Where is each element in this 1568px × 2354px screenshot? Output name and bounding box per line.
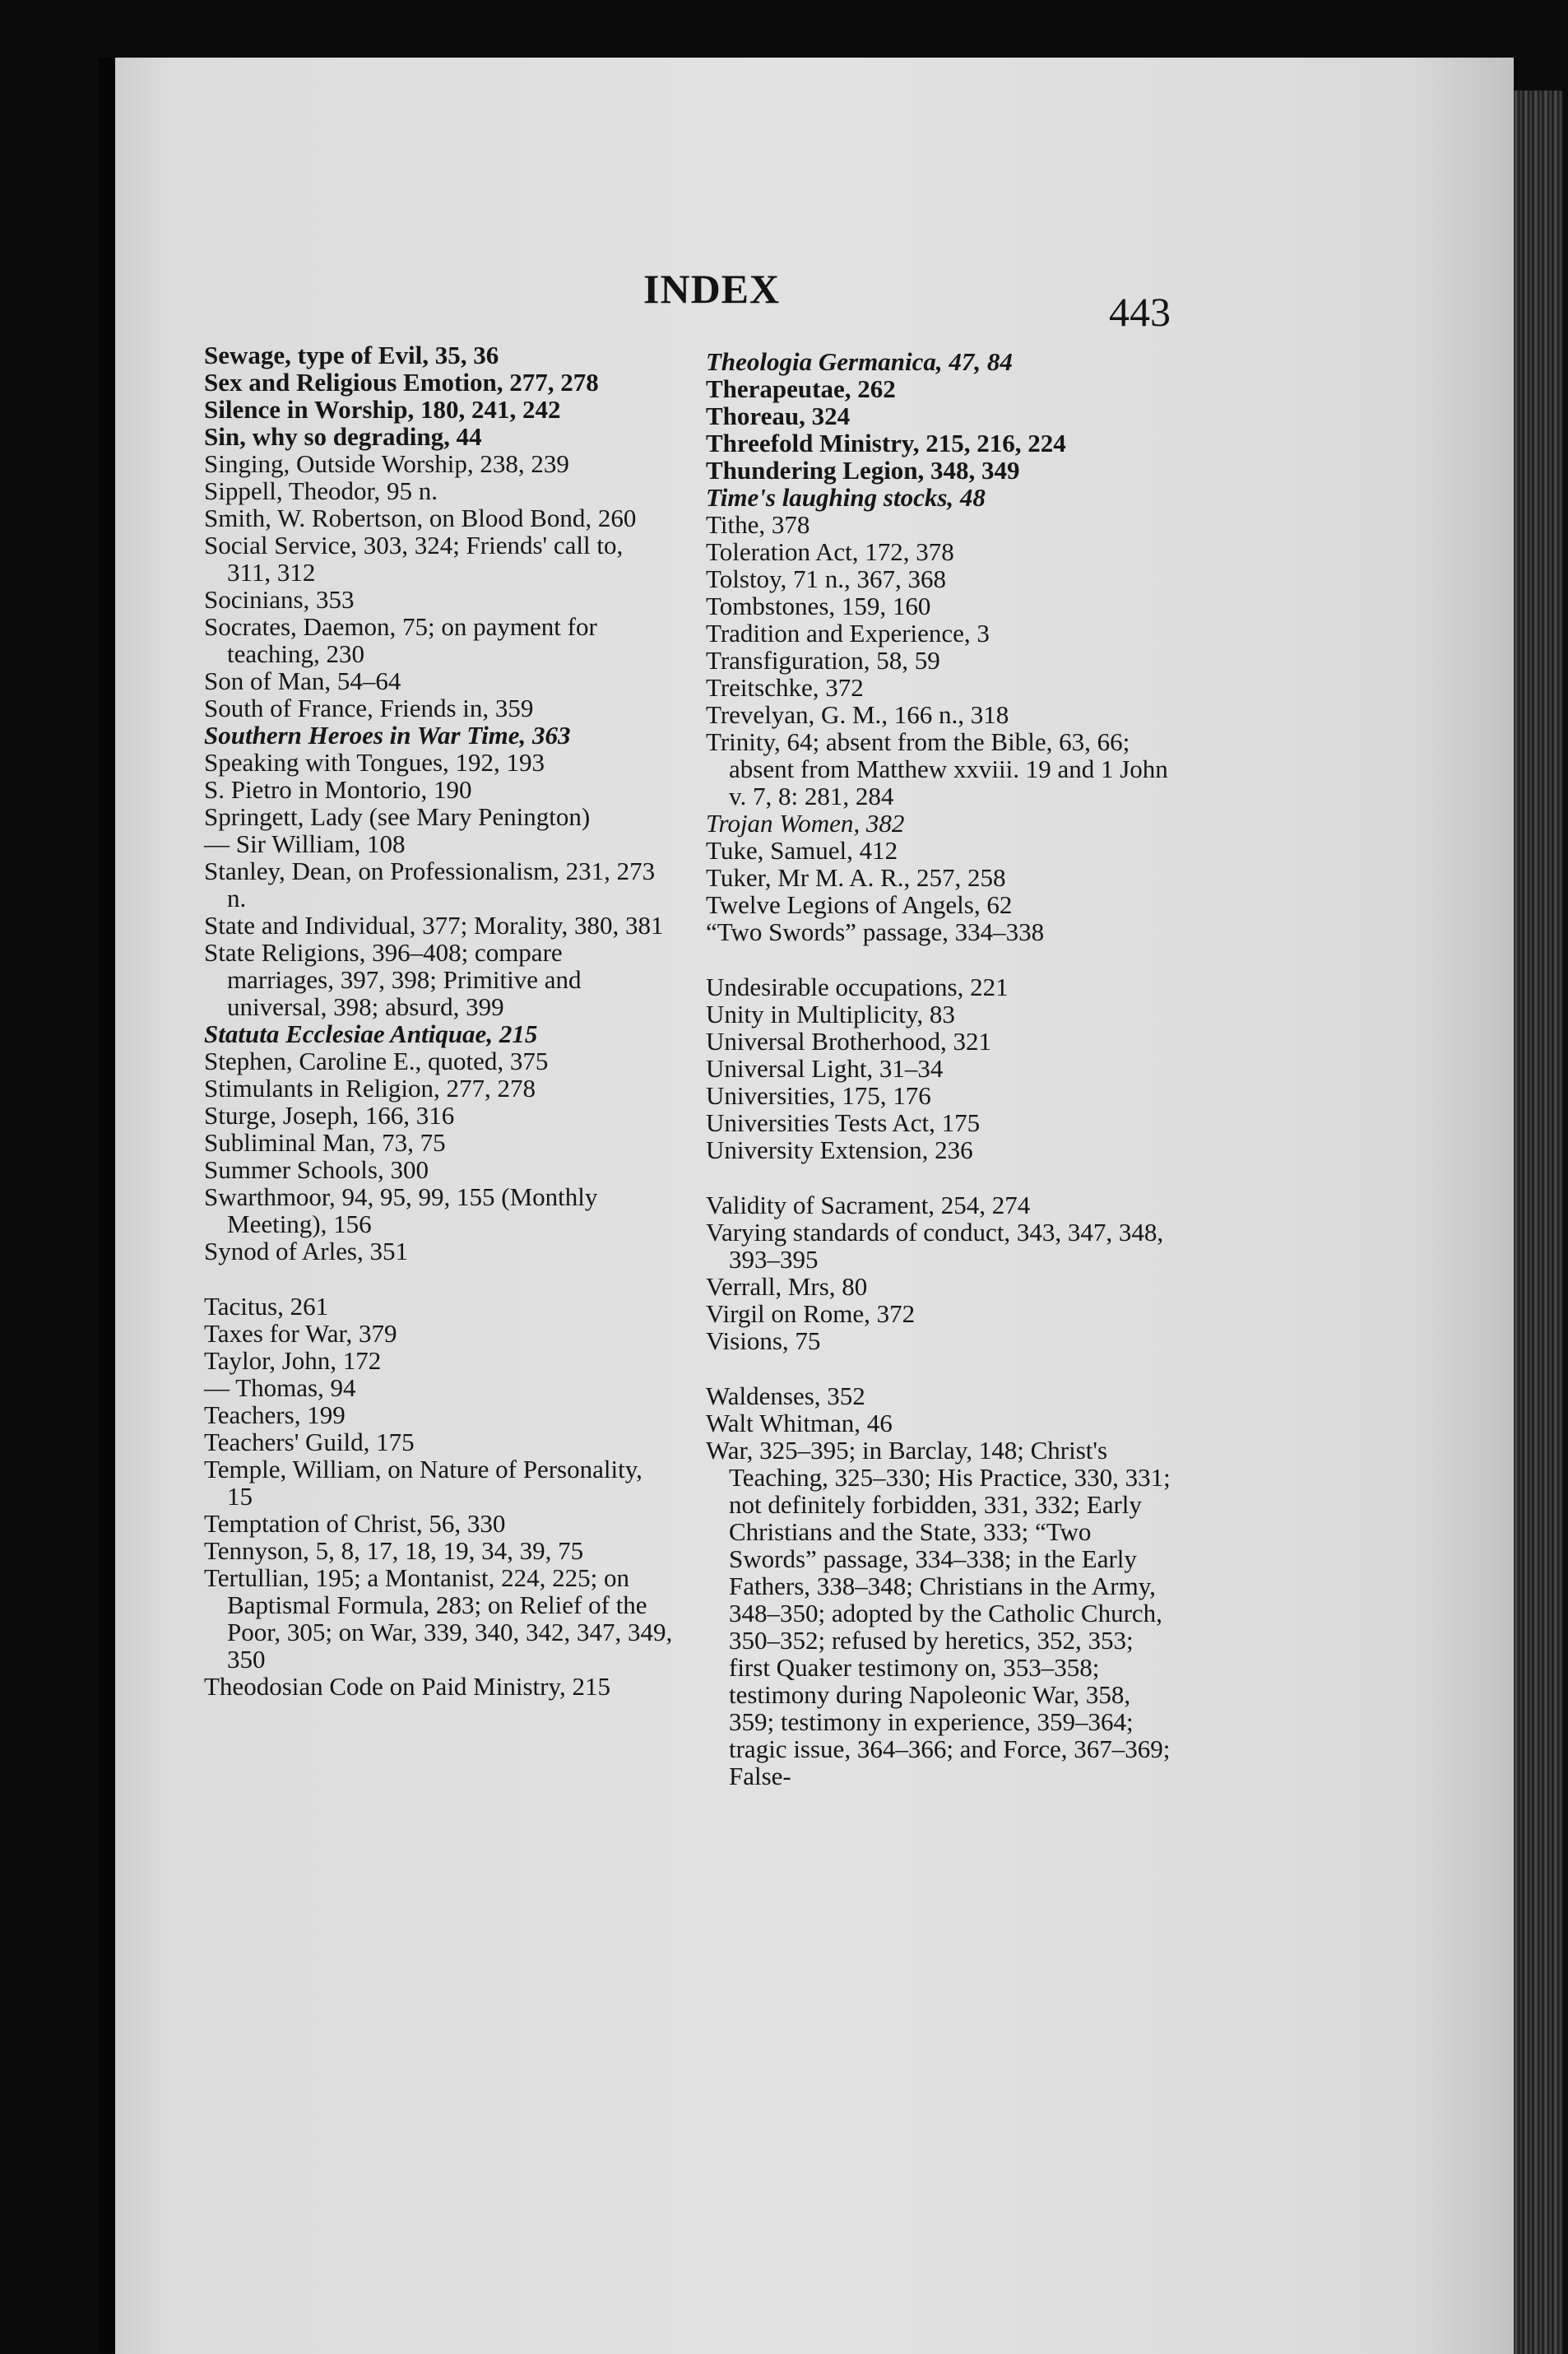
index-entry: Tuke, Samuel, 412 (706, 836, 898, 865)
section-gap (706, 1163, 1176, 1191)
index-entry: Temptation of Christ, 56, 330 (204, 1509, 506, 1538)
index-entry: Singing, Outside Worship, 238, 239 (204, 449, 569, 478)
index-entry: Unity in Multiplicity, 83 (706, 1000, 955, 1028)
index-entry: University Extension, 236 (706, 1135, 973, 1164)
index-entry: Stanley, Dean, on Professionalism, 231, 273 n. (204, 857, 656, 912)
index-entry: S. Pietro in Montorio, 190 (204, 775, 472, 804)
index-entry: Validity of Sacrament, 254, 274 (706, 1191, 1031, 1219)
page-header: INDEX (643, 266, 781, 312)
index-entry: Sewage, type of Evil, 35, 36 (204, 341, 499, 369)
index-entry: South of France, Friends in, 359 (204, 694, 534, 722)
index-entry: Universities Tests Act, 175 (706, 1108, 981, 1137)
index-entry: War, 325–395; in Barclay, 148; Christ's Teaching, 325–330; His Practice, 330, 331; not definitely forbidden, 331, 332; Early Christians and the State, 333; “Two Swords” passage, 334–338; in the Early Fathers, 338–348; Christians in the Army, 348–350; adopted by the Catholic Church, 350–352; refused by heretics, 352, 353; first Quaker testimony on, 353–358; testimony during Napoleonic War, 358, 359; testimony in experience, 359–364; tragic issue, 364–366; and Force, 367–369; False- (706, 1436, 1171, 1790)
index-entry: Trevelyan, G. M., 166 n., 318 (706, 700, 1009, 729)
index-entry: Tombstones, 159, 160 (706, 592, 931, 620)
book-spine (99, 58, 115, 2353)
index-entry: Son of Man, 54–64 (204, 666, 401, 695)
index-entry: Tuker, Mr M. A. R., 257, 258 (706, 863, 1006, 892)
index-entry: State Religions, 396–408; compare marriages, 397, 398; Primitive and universal, 398; absurd, 399 (204, 938, 582, 1021)
section-gap (706, 945, 1176, 973)
index-entry: Virgil on Rome, 372 (706, 1299, 916, 1328)
index-entry: Springett, Lady (see Mary Penington) (204, 802, 591, 831)
index-entry: Visions, 75 (706, 1326, 821, 1355)
index-entry: Teachers' Guild, 175 (204, 1428, 415, 1456)
index-entry: Sippell, Theodor, 95 n. (204, 476, 438, 505)
index-entry: Tradition and Experience, 3 (706, 619, 990, 648)
index-entry: Taxes for War, 379 (204, 1319, 397, 1348)
index-entry: Varying standards of conduct, 343, 347, 348, 393–395 (706, 1218, 1164, 1274)
index-entry: Transfiguration, 58, 59 (706, 646, 940, 675)
index-entry: Thoreau, 324 (706, 402, 851, 430)
index-entry: Subliminal Man, 73, 75 (204, 1128, 446, 1157)
page-number: 443 (1109, 289, 1171, 335)
index-entry: — Sir William, 108 (204, 829, 406, 858)
index-entry: Tertullian, 195; a Montanist, 224, 225; on Baptismal Formula, 283; on Relief of the Poor, 305; on War, 339, 340, 342, 347, 349, 350 (204, 1563, 673, 1674)
index-entry: Swarthmoor, 94, 95, 99, 155 (Monthly Meeting), 156 (204, 1182, 598, 1238)
index-entry: Theodosian Code on Paid Ministry, 215 (204, 1672, 610, 1701)
section-gap (204, 1265, 673, 1293)
index-entry: Summer Schools, 300 (204, 1155, 429, 1184)
index-entry: Time's laughing stocks, 48 (706, 483, 986, 512)
index-column-left (204, 341, 673, 1700)
page-edges (1514, 91, 1563, 2354)
index-entry: Tennyson, 5, 8, 17, 18, 19, 34, 39, 75 (204, 1536, 584, 1565)
index-entry: Socinians, 353 (204, 585, 355, 614)
index-entry: Smith, W. Robertson, on Blood Bond, 260 (204, 504, 637, 532)
index-entry: Temple, William, on Nature of Personality, 15 (204, 1455, 643, 1511)
index-entry: Universities, 175, 176 (706, 1081, 931, 1110)
index-entry: Silence in Worship, 180, 241, 242 (204, 395, 561, 424)
index-entry: Threefold Ministry, 215, 216, 224 (706, 429, 1066, 457)
index-entry: — Thomas, 94 (204, 1373, 356, 1402)
index-entry: Socrates, Daemon, 75; on payment for teaching, 230 (204, 612, 597, 668)
index-entry: Sex and Religious Emotion, 277, 278 (204, 368, 599, 397)
index-column-right (706, 348, 1176, 1790)
index-entry: Therapeutae, 262 (706, 374, 896, 403)
index-entry: Undesirable occupations, 221 (706, 973, 1009, 1001)
index-entry: Teachers, 199 (204, 1400, 346, 1429)
index-entry: Stephen, Caroline E., quoted, 375 (204, 1047, 549, 1075)
section-gap (706, 1354, 1176, 1382)
index-entry: Tolstoy, 71 n., 367, 368 (706, 564, 947, 593)
index-entry: Sturge, Joseph, 166, 316 (204, 1101, 455, 1130)
index-entry: Toleration Act, 172, 378 (706, 537, 954, 566)
index-entry: Treitschke, 372 (706, 673, 864, 702)
index-entry: Thundering Legion, 348, 349 (706, 456, 1020, 485)
index-entry: State and Individual, 377; Morality, 380, 381 (204, 911, 664, 940)
index-entry: Social Service, 303, 324; Friends' call to, 311, 312 (204, 531, 624, 587)
index-entry: Taylor, John, 172 (204, 1346, 382, 1375)
index-entry: Southern Heroes in War Time, 363 (204, 721, 571, 750)
index-entry: Walt Whitman, 46 (706, 1409, 893, 1437)
index-entry: Verrall, Mrs, 80 (706, 1272, 868, 1301)
index-entry: Twelve Legions of Angels, 62 (706, 890, 1013, 919)
index-entry: Trinity, 64; absent from the Bible, 63, 66; absent from Matthew xxviii. 19 and 1 John v. 7, 8: 281, 284 (706, 727, 1168, 810)
index-entry: Tacitus, 261 (204, 1292, 329, 1321)
index-entry: “Two Swords” passage, 334–338 (706, 917, 1045, 946)
index-entry: Universal Brotherhood, 321 (706, 1027, 991, 1056)
index-entry: Tithe, 378 (706, 510, 810, 539)
index-entry: Stimulants in Religion, 277, 278 (204, 1074, 536, 1103)
index-entry: Speaking with Tongues, 192, 193 (204, 748, 545, 777)
index-entry: Trojan Women, 382 (706, 809, 905, 838)
index-entry: Statuta Ecclesiae Antiquae, 215 (204, 1019, 538, 1048)
index-entry: Universal Light, 31–34 (706, 1054, 944, 1083)
index-entry: Theologia Germanica, 47, 84 (706, 347, 1013, 376)
index-entry: Synod of Arles, 351 (204, 1237, 408, 1265)
index-entry: Waldenses, 352 (706, 1381, 865, 1410)
index-entry: Sin, why so degrading, 44 (204, 422, 482, 451)
